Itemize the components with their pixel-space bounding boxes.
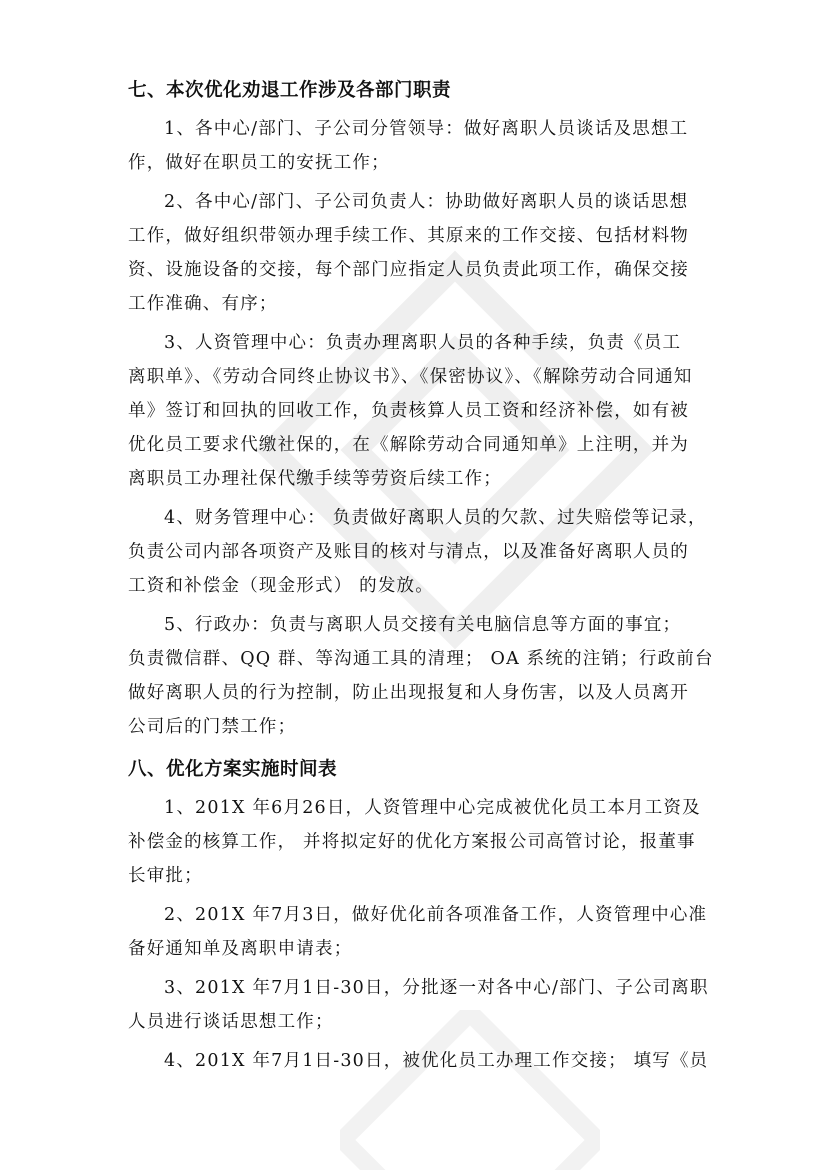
paragraph-line: 单》签订和回执的回收工作，负责核算人员工资和经济补偿，如有被 [128, 401, 689, 421]
paragraph-line: 作，做好在职员工的安抚工作； [128, 153, 390, 173]
paragraph-line: 工作，做好组织带领办理手续工作、其原来的工作交接、包括材料物 [128, 226, 689, 246]
paragraph-line: 4、财务管理中心： 负责做好离职人员的欠款、过失赔偿等记录， [164, 508, 707, 528]
paragraph-line: 离职单》、《劳动合同终止协议书》、《保密协议》、《解除劳动合同通知 [128, 367, 693, 387]
section-8-heading: 八、优化方案实施时间表 [128, 759, 338, 780]
document-page [128, 70, 714, 1083]
section-7-list [128, 112, 714, 744]
paragraph-line: 资、设施设备的交接，每个部门应指定人员负责此项工作，确保交接 [128, 260, 689, 280]
section-7-item-2 [128, 185, 706, 321]
paragraph-line: 负责公司内部各项资产及账目的核对与清点，以及准备好离职人员的 [128, 542, 689, 562]
paragraph-line: 负责微信群、QQ 群、等沟通工具的清理； OA 系统的注销；行政前台 [128, 649, 714, 669]
section-8-item-2 [128, 898, 706, 966]
paragraph-line: 5、行政办：负责与离职人员交接有关电脑信息等方面的事宜； [164, 615, 682, 635]
paragraph-line: 补偿金的核算工作， 并将拟定好的优化方案报公司高管讨论，报董事 [128, 832, 696, 852]
paragraph-line: 2、201X 年7月3日，做好优化前各项准备工作，人资管理中心准 [164, 905, 708, 925]
section-7-item-1 [128, 112, 706, 180]
paragraph-line: 备好通知单及离职申请表； [128, 939, 353, 959]
paragraph-line: 1、201X 年6月26日，人资管理中心完成被优化员工本月工资及 [164, 798, 701, 818]
paragraph-line: 公司后的门禁工作； [128, 717, 297, 737]
section-8-item-4 [128, 1044, 709, 1078]
paragraph-line: 3、201X 年7月1日-30日，分批逐一对各中心/部门、子公司离职 [164, 978, 709, 998]
paragraph-line: 工作准确、有序； [128, 294, 278, 314]
paragraph-line: 工资和补偿金（现金形式） 的发放。 [128, 576, 434, 596]
paragraph-line: 1、各中心/部门、子公司分管领导：做好离职人员谈话及思想工 [164, 119, 689, 139]
paragraph-line: 2、各中心/部门、子公司负责人：协助做好离职人员的谈话思想 [164, 192, 689, 212]
section-7-item-4 [128, 501, 706, 603]
paragraph-line: 做好离职人员的行为控制，防止出现报复和人身伤害，以及人员离开 [128, 683, 689, 703]
section-7-heading: 七、本次优化劝退工作涉及各部门职责 [128, 80, 452, 101]
section-7-item-5 [128, 608, 714, 744]
paragraph-line: 3、人资管理中心：负责办理离职人员的各种手续，负责《员工 [164, 333, 682, 353]
section-8-list [128, 791, 709, 1078]
paragraph-line: 长审批； [128, 866, 203, 886]
paragraph-line: 人员进行谈话思想工作； [128, 1012, 334, 1032]
section-8-item-3 [128, 971, 709, 1039]
section-7-item-3 [128, 326, 706, 496]
section-8-item-1 [128, 791, 706, 893]
paragraph-line: 离职员工办理社保代缴手续等劳资后续工作； [128, 469, 502, 489]
paragraph-line: 4、201X 年7月1日-30日，被优化员工办理工作交接； 填写《员 [164, 1051, 709, 1071]
paragraph-line: 优化员工要求代缴社保的，在《解除劳动合同通知单》上注明，并为 [128, 435, 689, 455]
